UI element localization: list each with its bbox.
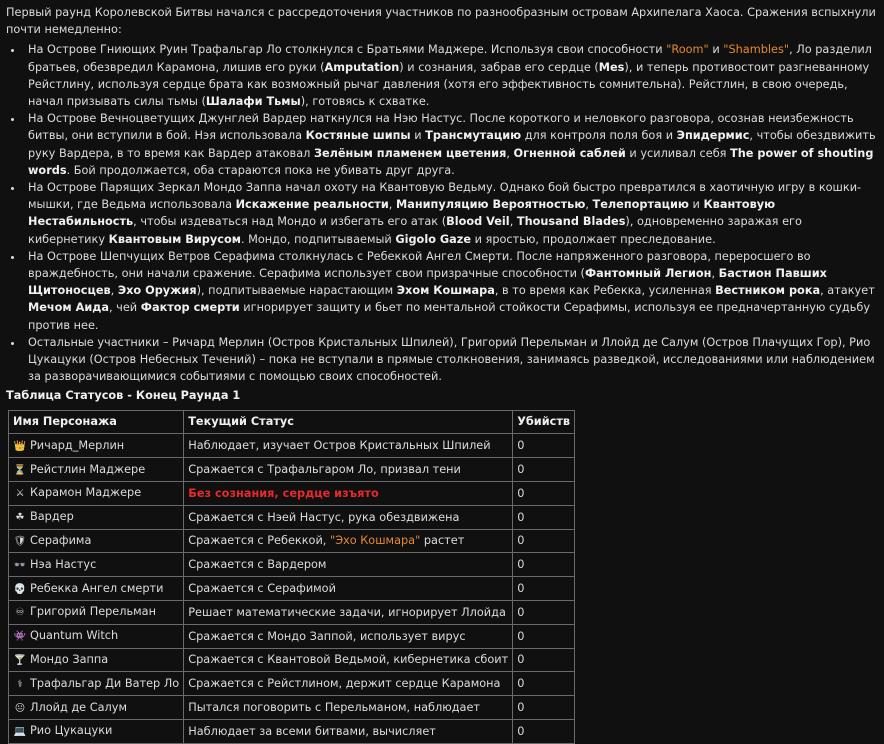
name-cell: 💀 Ребекка Ангел смерти (9, 577, 184, 601)
status-cell: Решает математические задачи, игнорирует Ллойда (184, 601, 513, 625)
table-title: Таблица Статусов - Конец Раунда 1 (6, 389, 241, 403)
shield-icon: 🛡 (13, 535, 27, 547)
intro-paragraph: Первый раунд Королевской Битвы начался с рассредоточения участников по разнообразным островам Архипелага Хаоса. Сражения вспыхнули почти немедленно: (6, 6, 876, 37)
table-row (9, 553, 575, 577)
name-cell: ☘ Вардер (9, 505, 184, 529)
hourglass-icon: ⏳ (13, 464, 27, 476)
crossed-swords-icon: ⚔ (15, 488, 25, 500)
status-cell: Сражается с Мондо Заппой, использует вирус (184, 624, 513, 648)
name-cell: ⚔ Карамон Маджере (9, 482, 184, 506)
list-item: • На Острове Шепчущих Ветров Серафима столкнулась с Ребеккой Ангел Смерти. После напряженного разговора, переросшего во враждебность, они начали сражение. Серафима использует свои призрачные способности (Фантомный Легион, Бастион Павших Щитоносцев, Эхо Оружия), подпитываемые нарастающим Эхом Кошмара, в то время как Ребекка, усиленная Вестником рока, атакует Мечом Аида, чей Фактор смерти игнорирует защиту и бьет по ментальной стойкости Серафимы, используя ее предначертанную судьбу против нее. (24, 248, 876, 334)
kills-cell: 0 (513, 648, 575, 672)
neutral-face-icon: 😐 (14, 702, 26, 714)
status-cell: Сражается с Квантовой Ведьмой, кибернетика сбоит (184, 648, 513, 672)
name-cell: ♾ Григорий Перельман (9, 601, 184, 625)
status-cell: Сражается с Серафимой (184, 577, 513, 601)
table-row (9, 672, 575, 696)
kills-cell: 0 (513, 482, 575, 506)
table-row (9, 624, 575, 648)
glasses-icon: 👓 (13, 559, 27, 571)
name-cell: 🍸 Мондо Заппа (9, 648, 184, 672)
status-cell: Наблюдает за всеми битвами, вычисляет (184, 720, 513, 744)
name-cell: 😐 Ллойд де Салум (9, 696, 184, 720)
kills-cell: 0 (513, 505, 575, 529)
kills-cell: 0 (513, 696, 575, 720)
kills-cell: 0 (513, 672, 575, 696)
kills-cell: 0 (513, 529, 575, 553)
laptop-icon: 💻 (13, 726, 27, 738)
events-list (6, 41, 876, 385)
name-cell: 👑 Ричард_Мерлин (9, 434, 184, 458)
table-row (9, 648, 575, 672)
column-header-name: Имя Персонажа (9, 410, 184, 434)
status-table (8, 410, 575, 744)
infinity-icon: ♾ (15, 607, 25, 619)
skull-icon: 💀 (13, 583, 27, 595)
kills-cell: 0 (513, 624, 575, 648)
table-row (9, 482, 575, 506)
crown-icon: 👑 (13, 440, 27, 452)
name-cell: 👓 Нэа Настус (9, 553, 184, 577)
list-item: • Остальные участники – Ричард Мерлин (Остров Кристальных Шпилей), Григорий Перельман и Ллойд де Салум (Остров Плачущих Гор), Рио Цукацуки (Остров Небесных Течений) – пока не вступали в прямые столкновения, занимаясь разведкой, исследованиями или наблюдением за разворачивающимися событиями с помощью своих способностей. (24, 334, 876, 386)
status-cell: Сражается с Трафальгаром Ло, призвал тени (184, 458, 513, 482)
table-row (9, 696, 575, 720)
column-header-kills: Убийств (513, 410, 575, 434)
kills-cell: 0 (513, 458, 575, 482)
table-row (9, 505, 575, 529)
status-cell: Пытался поговорить с Перельманом, наблюдает (184, 696, 513, 720)
name-cell: 🛡 Серафима (9, 529, 184, 553)
name-cell: ⏳ Рейстлин Маджере (9, 458, 184, 482)
table-row (9, 458, 575, 482)
table-row (9, 601, 575, 625)
kills-cell: 0 (513, 720, 575, 744)
status-cell: Сражается с Нэей Настус, рука обездвижена (184, 505, 513, 529)
list-item: • На Острове Парящих Зеркал Мондо Заппа начал охоту на Квантовую Ведьму. Однако бой быстро превратился в хаотичную игру в кошки-мышки, где Ведьма использовала Искажение реальности, Манипуляцию Вероятностью, Телепортацию и Квантовую Нестабильность, чтобы издеваться над Мондо и избегать его атак (Blood Veil, Thousand Blades), одновременно заражая его кибернетику Квантовым Вирусом. Мондо, подпитываемый Gigolo Gaze и яростью, продолжает преследование. (24, 179, 876, 248)
status-cell: Сражается с Ребеккой, "Эхо Кошмара" растет (184, 529, 513, 553)
cocktail-icon: 🍸 (13, 654, 27, 666)
medical-icon: ⚕ (17, 678, 23, 690)
table-row (9, 529, 575, 553)
table-header-row (9, 410, 575, 434)
name-cell: 👾 Quantum Witch (9, 624, 184, 648)
list-item: • На Острове Гниющих Руин Трафальгар Ло столкнулся с Братьями Маджере. Используя свои способности "Room" и "Shambles", Ло разделил братьев, обезвредил Карамона, лишив его руки (Amputation) и сознания, забрав его сердце (Mes), и теперь противостоит разгневанному Рейстлину, используя сердце брата как возможный рычаг давления (хотя его эффективность сомнительна). Рейстлин, в свою очередь, начал призывать силы тьмы (Шалафи Тьмы), готовясь к схватке. (24, 41, 876, 110)
column-header-status: Текущий Статус (184, 410, 513, 434)
kills-cell: 0 (513, 577, 575, 601)
status-cell (184, 482, 513, 506)
table-row (9, 577, 575, 601)
list-item: • На Острове Вечноцветущих Джунглей Вардер наткнулся на Нэю Настус. После короткого и неловкого разговора, осознав неизбежность битвы, они вступили в бой. Нэя использовала Костяные шипы и Трансмутацию для контроля поля боя и Эпидермис, чтобы обездвижить руку Вардера, в то время как Вардер атаковал Зелёным пламенем цветения, Огненной саблей и усиливал себя The power of shouting words. Бой продолжается, оба стараются пока не убивать друг друга. (24, 110, 876, 179)
table-row (9, 720, 575, 744)
status-cell: Сражается с Рейстлином, держит сердце Карамона (184, 672, 513, 696)
table-row (9, 434, 575, 458)
name-cell: 💻 Рио Цукацуки (9, 720, 184, 744)
kills-cell: 0 (513, 434, 575, 458)
status-cell: Сражается с Вардером (184, 553, 513, 577)
kills-cell: 0 (513, 601, 575, 625)
status-cell: Наблюдает, изучает Остров Кристальных Шпилей (184, 434, 513, 458)
name-cell: ⚕ Трафальгар Ди Ватер Ло (9, 672, 184, 696)
critical-status: Без сознания, сердце изъято (188, 486, 379, 500)
alien-monster-icon: 👾 (13, 631, 27, 643)
shamrock-icon: ☘ (15, 512, 25, 524)
kills-cell: 0 (513, 553, 575, 577)
